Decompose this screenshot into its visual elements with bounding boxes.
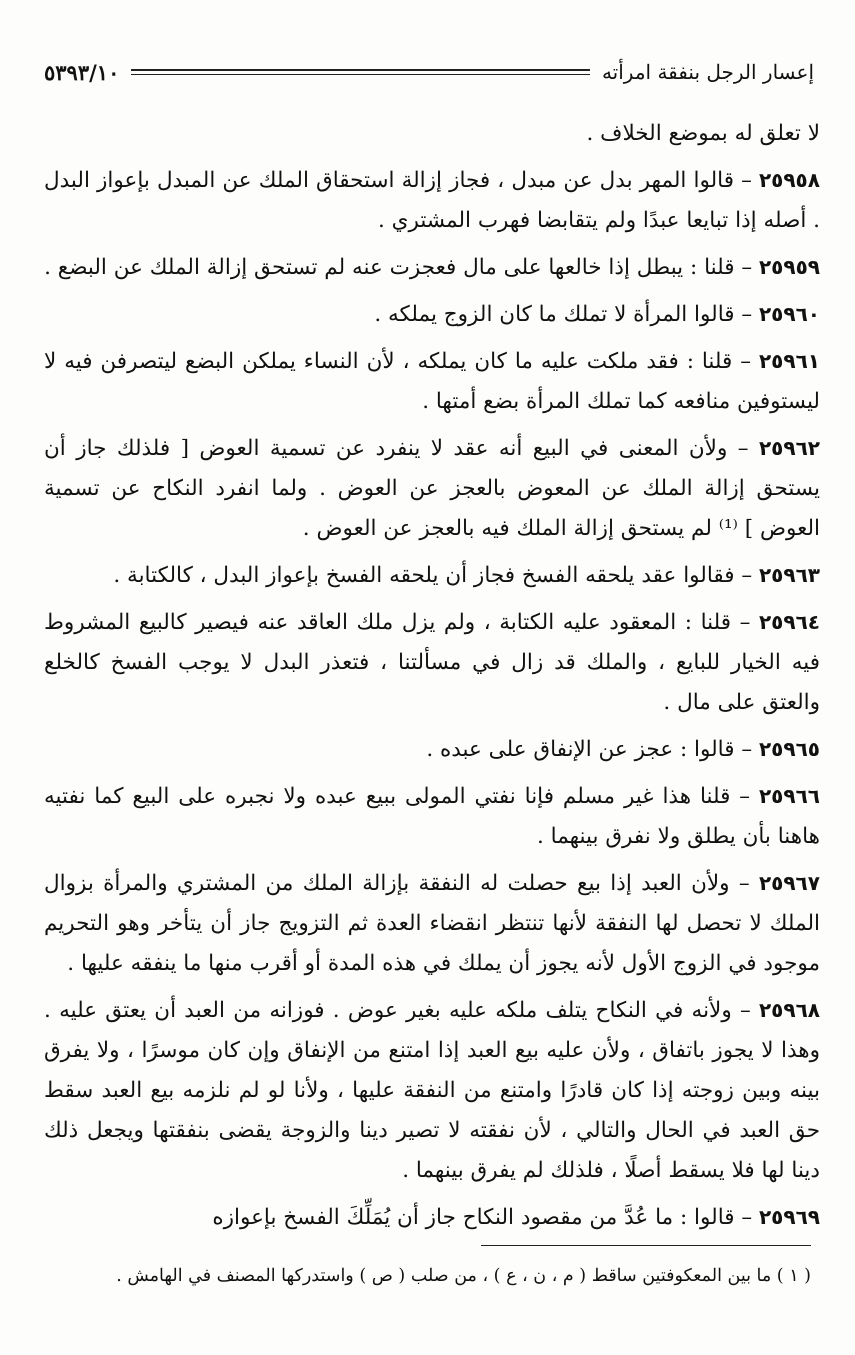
paragraph-number: ٢٥٩٦٨ (758, 998, 820, 1022)
paragraph-number: ٢٥٩٦٧ (758, 871, 820, 895)
paragraph-text: – قالوا المرأة لا تملك ما كان الزوج يملكه . (374, 302, 753, 327)
paragraph-text: – ولأنه في النكاح يتلف ملكه عليه بغير عوض . فوزانه من العبد أن يعتق عليه . وهذا لا يجوز باتفاق ، ولأن عليه بيع العبد إذا امتنع من الإنفاق وإن كان موسرًا ، ولا يفرق بينه وبين زوجته إذا كان قادرًا وامتنع من النفقة عليها ، ولأنا لو لم نلزمه بيع العبد سقط حق العبد في الحال والتالي ، لأن نفقته لا تصير دينا والزوجة يقضى بنفقتها ويجعل ذلك دينا لها فلا يسقط أصلًا ، فلذلك لم يفرق بينهما . (44, 998, 820, 1183)
paragraph-text: – قلنا هذا غير مسلم فإنا نفتي المولى ببيع عبده ولا نجبره على البيع كما نفتيه هاهنا بأن يطلق ولا نفرق بينهما . (44, 784, 820, 849)
running-header (44, 52, 814, 92)
paragraph-number: ٢٥٩٦٥ (758, 737, 820, 761)
footnote: ( ١ ) ما بين المعكوفتين ساقط ( م ، ن ، ع ) ، من صلب ( ص ) واستدركها المصنف في الهامش . (116, 1266, 811, 1286)
paragraph-number: ٢٥٩٦٩ (758, 1205, 820, 1229)
paragraph-number: ٢٥٩٥٨ (758, 168, 820, 192)
paragraph-text: – قلنا : يبطل إذا خالعها على مال فعجزت عنه لم تستحق إزالة الملك عن البضع . (44, 255, 753, 280)
paragraph (44, 863, 820, 984)
paragraph-number: ٢٥٩٦٦ (758, 784, 821, 808)
paragraph (44, 990, 820, 1191)
paragraph (44, 776, 820, 857)
paragraph-number: ٢٥٩٥٩ (758, 255, 820, 279)
paragraph (44, 160, 820, 241)
page-body (44, 114, 820, 1244)
paragraph (44, 555, 820, 596)
paragraph-text: – ولأن المعنى في البيع أنه عقد لا ينفرد عن تسمية العوض [ فلذلك جاز أن يستحق إزالة الملك عن المعوض بالعجز عن العوض . ولما انفرد النكاح عن تسمية العوض ] ⁽¹⁾ لم يستحق إزالة الملك فيه بالعجز عن العوض . (44, 436, 820, 541)
paragraph-text: – قالوا : ما عُدَّ من مقصود النكاح جاز أن يُمَلِّكَ الفسخ بإعوازه (212, 1205, 753, 1230)
paragraph-text: – فقالوا عقد يلحقه الفسخ فجاز أن يلحقه الفسخ بإعواز البدل ، كالكتابة . (113, 563, 753, 588)
paragraph-text: لا تعلق له بموضع الخلاف . (586, 121, 820, 146)
paragraph-number: ٢٥٩٦٣ (758, 563, 820, 587)
paragraph (44, 428, 820, 549)
page-reference: ٥٣٩٣/١٠ (44, 59, 120, 85)
paragraph (44, 294, 820, 335)
paragraph-number: ٢٥٩٦٢ (758, 436, 820, 460)
paragraph (44, 341, 820, 422)
paragraph-text: – ولأن العبد إذا بيع حصلت له النفقة بإزالة الملك من المشتري والمرأة بزوال الملك لا تحصل لها النفقة لأنها تنتظر انقضاء العدة ثم التزويج جاز أن يتأخر وهو التحريم موجود في الزوج الأول لأنه يجوز أن يملك في هذه المدة أو أقرب منها ما ينفقه عليها . (44, 871, 820, 976)
paragraph (44, 1197, 820, 1238)
footnote-separator (481, 1245, 811, 1246)
paragraph-text: – قلنا : المعقود عليه الكتابة ، ولم يزل ملك العاقد عنه فيصير كالبيع المشروط فيه الخيار للبايع ، والملك قد زال في مسألتنا ، فتعذر البدل لا يوجب الفسخ كالخلع والعتق على مال . (44, 610, 820, 715)
paragraph-text: – قلنا : فقد ملكت عليه ما كان يملكه ، لأن النساء يملكن البضع ليتصرفن فيه لا ليستوفين منافعه كما تملك المرأة بضع أمتها . (44, 349, 820, 414)
paragraph (44, 729, 820, 770)
header-rule (131, 69, 590, 75)
paragraph-number: ٢٥٩٦٠ (758, 302, 820, 326)
paragraph-text: – قالوا : عجز عن الإنفاق على عبده . (426, 737, 753, 762)
paragraph (44, 247, 820, 288)
chapter-title: إعسار الرجل بنفقة امرأته (601, 60, 814, 84)
paragraph (44, 114, 820, 154)
paragraph-text: – قالوا المهر بدل عن مبدل ، فجاز إزالة استحقاق الملك عن المبدل بإعواز البدل . أصله إذا تبايعا عبدًا ولم يتقابضا فهرب المشتري . (44, 168, 820, 233)
paragraph-number: ٢٥٩٦٤ (758, 610, 820, 634)
paragraph (44, 602, 820, 723)
paragraph-number: ٢٥٩٦١ (758, 349, 821, 373)
